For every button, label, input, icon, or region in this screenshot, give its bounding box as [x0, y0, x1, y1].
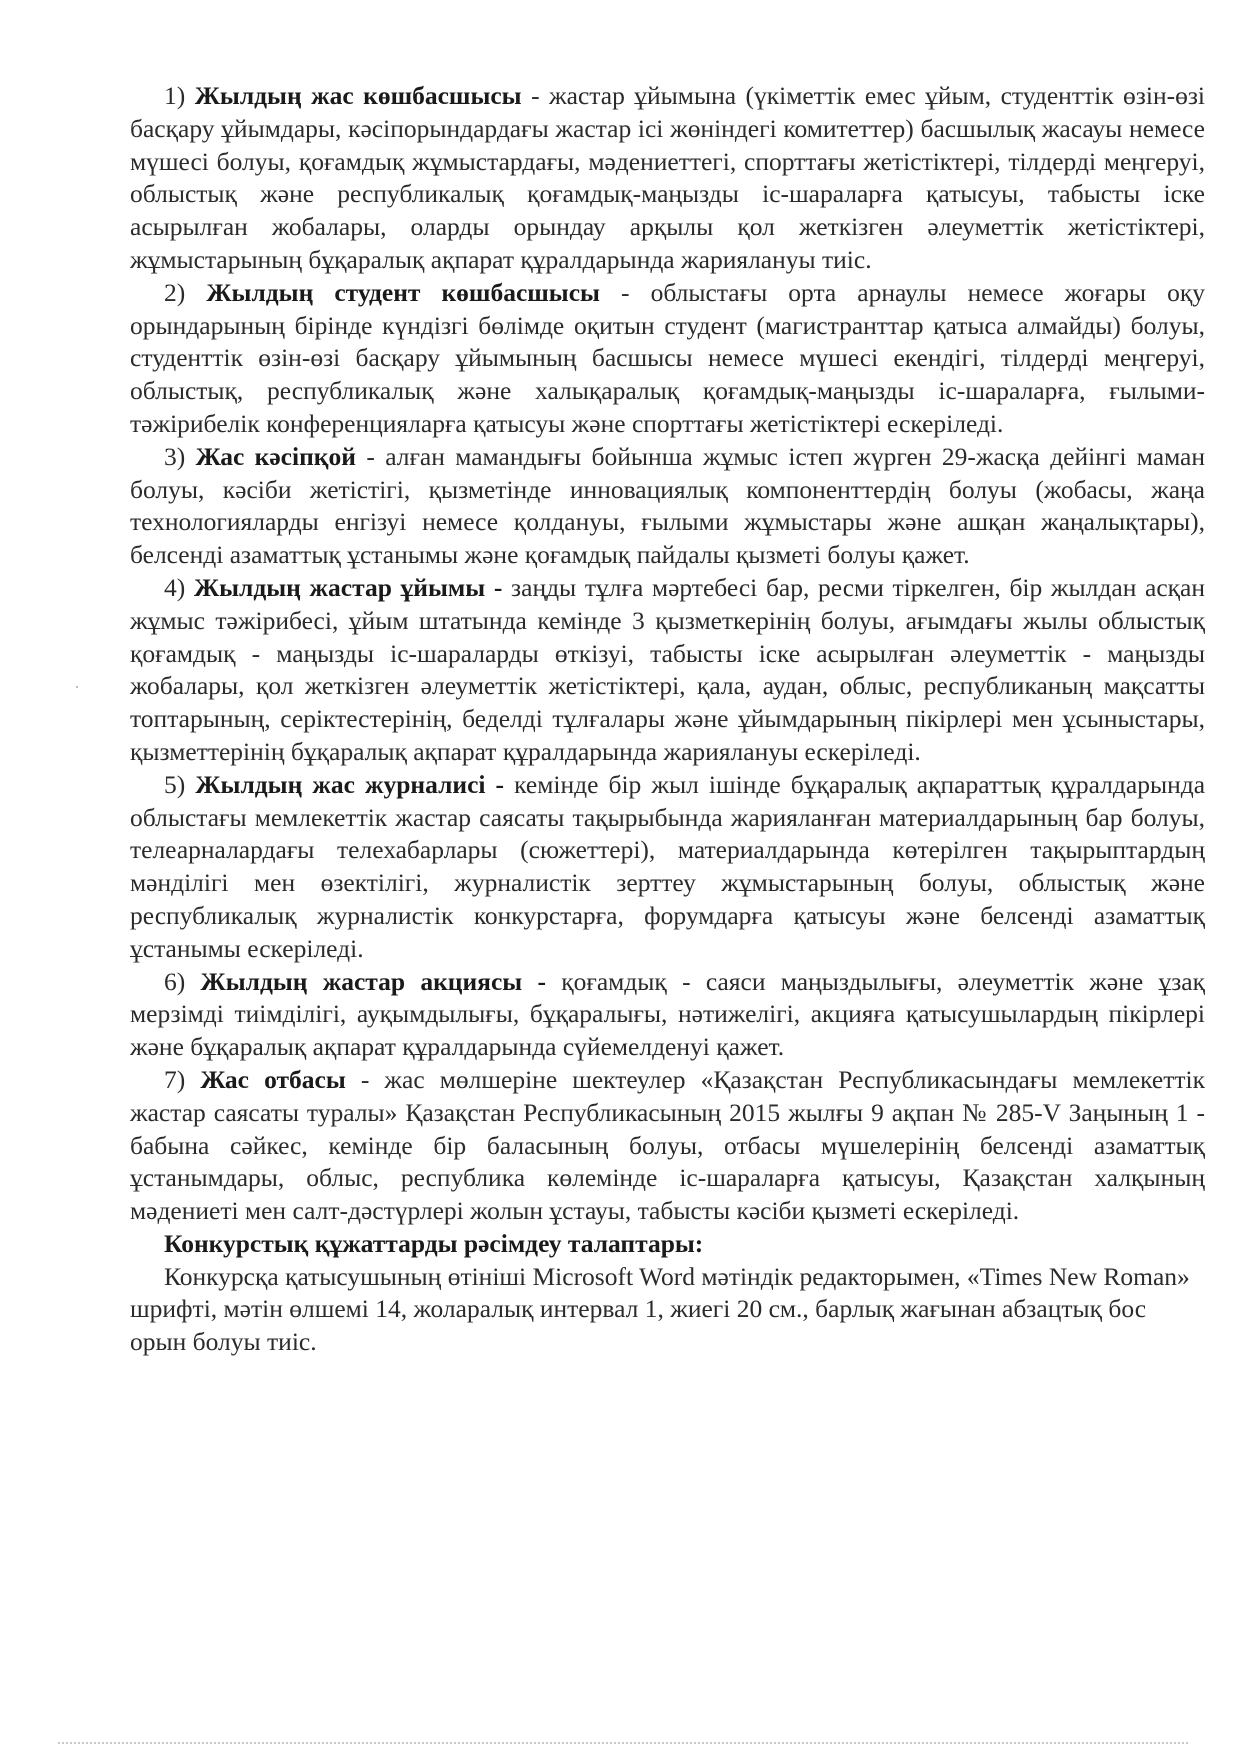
- item-number: 6): [164, 966, 186, 996]
- criteria-paragraph-4: [130, 572, 1205, 769]
- scan-margin-mark: [76, 686, 78, 688]
- nomination-description: - облыстағы орта арнаулы немесе жоғары оқу орындарының бірінде күндізгі бөлімде оқитын студент (магистранттар қатыса алмайды) болуы, студенттік өзін-өзі басқару ұйымының басшысы немесе мүшесі екендігі, тілдерді меңгеруі, облыстық, республикалық және халықаралық қоғамдық-маңызды іс-шараларға, ғылыми-тәжірибелік конференцияларға қатысуы және спорттағы жетістіктері ескеріледі.: [130, 277, 1205, 438]
- criteria-paragraph-1: [130, 80, 1205, 277]
- document-body: [130, 80, 1205, 1359]
- criteria-paragraph-3: [130, 441, 1205, 572]
- item-number: 1): [164, 81, 186, 110]
- item-number: 4): [164, 572, 186, 602]
- nomination-title: Жас кәсіпқой: [195, 441, 356, 471]
- nomination-description: - жастар ұйымына (үкіметтік емес ұйым, студенттік өзін-өзі басқару ұйымдары, кәсіпорындардағы жастар ісі жөніндегі комитеттер) басшылық жасауы немесе мүшесі болуы, қоғамдық жұмыстардағы, мәдениеттегі, спорттағы жетістіктері, тілдерді меңгеруі, облыстық және республикалық қоғамдық-маңызды іс-шараларға қатысуы, табысты іске асырылған жобалары, оларды орындау арқылы қол жеткізген әлеуметтік жетістіктері, жұмыстарының бұқаралық ақпарат құралдарында жариялануы тиіс.: [130, 81, 1206, 274]
- nomination-title: Жас отбасы: [200, 1064, 346, 1094]
- item-number: 2): [164, 277, 186, 307]
- nomination-title: Жылдың студент көшбасшысы: [206, 277, 600, 307]
- requirements-heading: Конкурстық құжаттарды рәсімдеу талаптары:: [164, 1228, 704, 1258]
- nomination-title: Жылдың жас журналисі -: [195, 769, 505, 799]
- nomination-description: - алған мамандығы бойынша жұмыс істеп жүрген 29-жасқа дейінгі маман болуы, кәсіби жетістігі, қызметінде инновациялық компоненттердің болуы (жобасы, жаңа технологияларды енгізуі немесе қолдануы, ғылыми жұмыстары және ашқан жаңалықтары), белсенді азаматтық ұстанымы және қоғамдық пайдалы қызметі болуы қажет.: [130, 441, 1206, 570]
- scan-bottom-edge: [58, 1742, 1188, 1744]
- nomination-title: Жылдың жастар ұйымы -: [193, 572, 503, 602]
- item-number: 5): [164, 769, 186, 799]
- criteria-paragraph-6: [130, 966, 1205, 1064]
- nomination-description: заңды тұлға мәртебесі бар, ресми тіркелген, бір жылдан асқан жұмыс тәжірибесі, ұйым штатында кемінде 3 қызметкерінің болуы, ағымдағы жылы облыстық қоғамдық - маңызды іс-шараларды өткізуі, табысты іске асырылған әлеуметтік - маңызды жобалары, қол жеткізген әлеуметтік жетістіктері, қала, аудан, облыс, республиканың мақсатты топтарының, серіктестерінің, беделді тұлғалары және ұйымдарының пікірлері мен ұсыныстары, қызметтерінің бұқаралық ақпарат құралдарында жариялануы ескеріледі.: [130, 572, 1206, 766]
- nomination-title: Жылдың жас көшбасшысы: [194, 81, 522, 110]
- criteria-paragraph-2: [130, 277, 1205, 441]
- nomination-title: Жылдың жастар акциясы -: [200, 966, 546, 996]
- item-number: 3): [164, 441, 186, 471]
- requirements-paragraph: Конкурсқа қатысушының өтініші Microsoft Word мәтіндік редакторымен, «Times New Roman» шрифті, мәтін өлшемі 14, жоларалық интервал 1, жиегі 20 см., барлық жағынан абзацтық бос орын болуы тиіс.: [130, 1261, 1190, 1357]
- item-number: 7): [164, 1064, 186, 1094]
- nomination-description: кемінде бір жыл ішінде бұқаралық ақпараттық құралдарында облыстағы мемлекеттік жастар саясаты тақырыбында жарияланған материалдарының бар болуы, телеарналардағы телехабарлары (сюжеттері), материалдарында көтерілген тақырыптардың мәнділігі мен өзектілігі, журналистік зерттеу жұмыстарының болуы, облыстық және республикалық журналистік конкурстарға, форумдарға қатысуы және белсенді азаматтық ұстанымы ескеріледі.: [130, 769, 1206, 963]
- criteria-paragraph-7: [130, 1064, 1205, 1228]
- criteria-paragraph-5: [130, 769, 1205, 966]
- nomination-description: - жас мөлшеріне шектеулер «Қазақстан Республикасындағы мемлекеттік жастар саясаты туралы» Қазақстан Республикасының 2015 жылғы 9 ақпан № 285-V Заңының 1 - бабына сәйкес, кемінде бір баласының болуы, отбасы мүшелерінің белсенді азаматтық ұстанымдары, облыс, республика көлемінде іс-шараларға қатысуы, Қазақстан халқының мәдениеті мен салт-дәстүрлері жолын ұстауы, табысты кәсіби қызметі ескеріледі.: [130, 1064, 1205, 1226]
- nomination-description: қоғамдық - саяси маңыздылығы, әлеуметтік және ұзақ мерзімді тиімділігі, ауқымдылығы, бұқаралығы, нәтижелігі, акцияға қатысушылардың пікірлері және бұқаралық ақпарат құралдарында сүйемелденуі қажет.: [130, 966, 1205, 1062]
